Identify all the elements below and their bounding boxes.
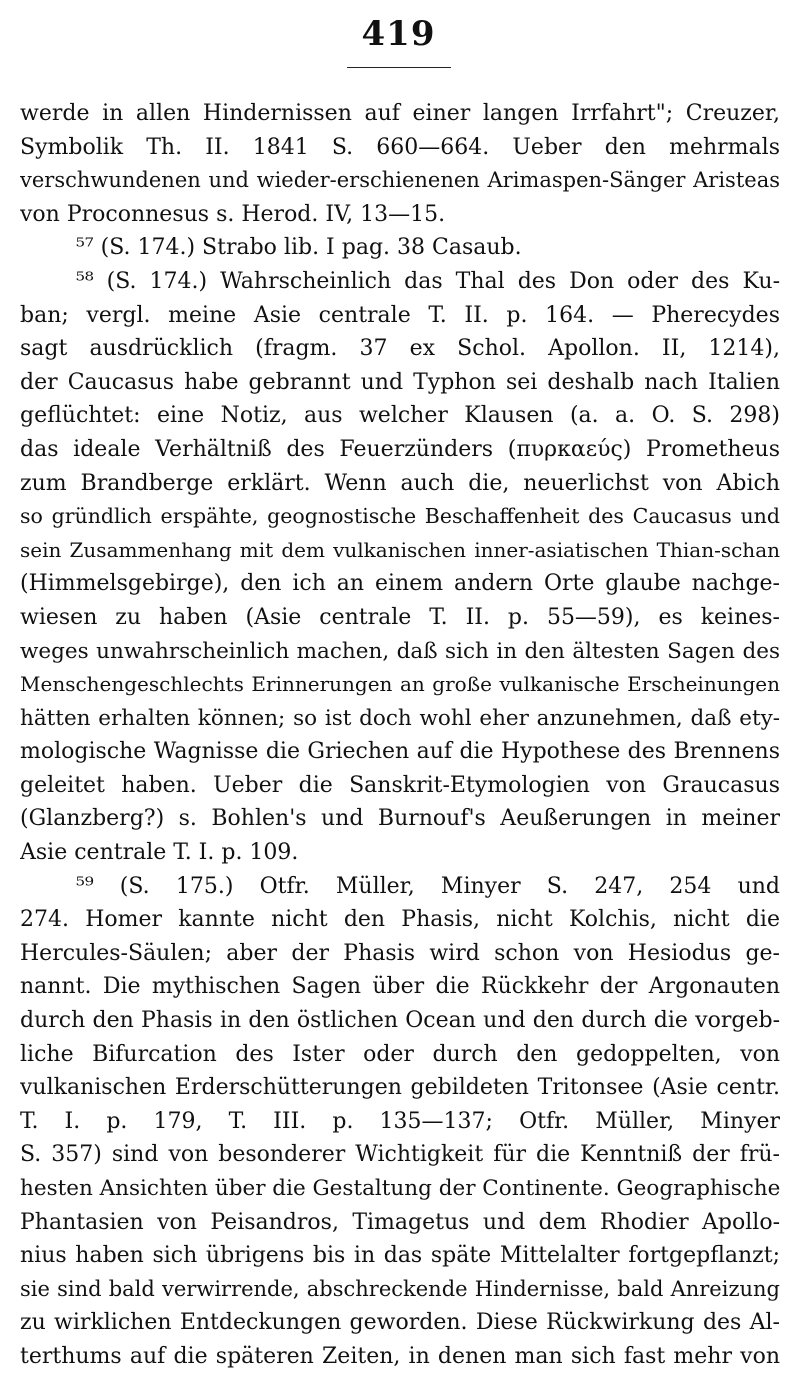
text-line: verschwundenen und wieder-erschienenen Arimaspen-Sänger Aristeas [20, 168, 780, 193]
text-line: zum Brandberge erklärt. Wenn auch die, neuerlichst von Abich [20, 470, 780, 496]
text-line: geleitet haben. Ueber die Sanskrit-Etymologien von Graucasus [20, 772, 780, 798]
text-line: terthums auf die späteren Zeiten, in denen man sich fast mehr von [20, 1343, 780, 1369]
text-line: geflüchtet: eine Notiz, aus welcher Klausen (a. a. O. S. 298) [20, 403, 780, 429]
text-line: nius haben sich übrigens bis in das späte Mittelalter fortgepflanzt; [20, 1243, 780, 1269]
text-line: 274. Homer kannte nicht den Phasis, nicht Kolchis, nicht die [20, 907, 780, 933]
text-line: so gründlich erspähte, geognostische Beschaffenheit des Caucasus und [20, 504, 780, 529]
text-line: (Glanzberg?) s. Bohlen's und Burnouf's Aeußerungen in meiner [20, 806, 780, 832]
text-line: S. 357) sind von besonderer Wichtigkeit für die Kenntniß der frü- [20, 1142, 780, 1168]
text-line: hesten Ansichten über die Gestaltung der Continente. Geographische [20, 1176, 780, 1201]
text-line: Menschengeschlechts Erinnerungen an große vulkanische Erscheinungen [20, 672, 780, 697]
text-line: mologische Wagnisse die Griechen auf die Hypothese des Brennens [20, 739, 780, 765]
text-line: ban; vergl. meine Asie centrale T. II. p. 164. — Pherecydes [20, 302, 780, 328]
text-line: sie sind bald verwirrende, abschreckende Hindernisse, bald Anreizung [20, 1276, 780, 1301]
text-line: nannt. Die mythischen Sagen über die Rückkehr der Argonauten [20, 974, 780, 1000]
text-line: sein Zusammenhang mit dem vulkanischen inner-asiatischen Thian-schan [20, 537, 780, 562]
text-line: wiesen zu haben (Asie centrale T. II. p. 55—59), es keines- [20, 604, 780, 630]
text-line: (Himmelsgebirge), den ich an einem andern Orte glaube nachge- [20, 571, 780, 597]
text-line: zu wirklichen Entdeckungen geworden. Diese Rückwirkung des Al- [20, 1310, 780, 1336]
text-line: hätten erhalten können; so ist doch wohl eher anzunehmen, daß ety- [20, 705, 780, 731]
text-line: liche Bifurcation des Ister oder durch den gedoppelten, von [20, 1041, 780, 1067]
text-line: ⁵⁷ (S. 174.) Strabo lib. I pag. 38 Casaub. [76, 235, 522, 261]
text-line: ⁵⁹ (S. 175.) Otfr. Müller, Minyer S. 247, 254 und [76, 873, 780, 899]
text-line: durch den Phasis in den östlichen Ocean und den durch die vorgeb- [20, 1008, 780, 1034]
text-line: Symbolik Th. II. 1841 S. 660—664. Ueber den mehrmals [20, 134, 780, 160]
text-line: sagt ausdrücklich (fragm. 37 ex Schol. Apollon. II, 1214), [20, 336, 780, 362]
text-line: werde in allen Hindernissen auf einer langen Irrfahrt"; Creuzer, [20, 101, 780, 126]
text-line: der Caucasus habe gebrannt und Typhon sei deshalb nach Italien [20, 369, 780, 395]
header-rule [347, 67, 451, 68]
text-line: Phantasien von Peisandros, Timagetus und dem Rhodier Apollo- [20, 1209, 780, 1235]
text-line: Hercules-Säulen; aber der Phasis wird schon von Hesiodus ge- [20, 940, 780, 966]
page-number: 419 [361, 14, 436, 54]
text-line: weges unwahrscheinlich machen, daß sich in den ältesten Sagen des [20, 638, 780, 664]
text-line: von Proconnesus s. Herod. IV, 13—15. [20, 201, 446, 227]
text-line: T. I. p. 179, T. III. p. 135—137; Otfr. Müller, Minyer [20, 1108, 780, 1134]
text-line: ⁵⁸ (S. 174.) Wahrscheinlich das Thal des Don oder des Ku- [76, 268, 780, 294]
text-line: Asie centrale T. I. p. 109. [20, 840, 299, 866]
text-line: vulkanischen Erderschütterungen gebildeten Tritonsee (Asie centr. [20, 1075, 780, 1101]
footnote-text-block [20, 97, 780, 1374]
text-line: das ideale Verhältniß des Feuerzünders (πυρκαεύς) Prometheus [20, 436, 780, 462]
